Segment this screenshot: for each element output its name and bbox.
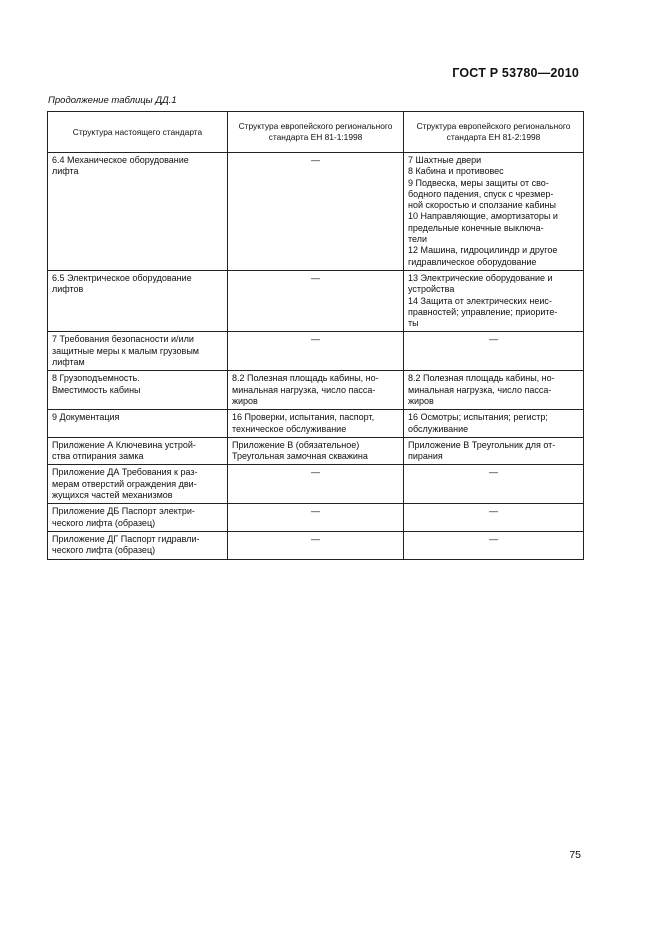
table-cell-3	[404, 332, 584, 371]
cell-text-line: 6.4 Механическое оборудование	[52, 155, 189, 165]
cell-text-line: ства отпирания замка	[52, 451, 144, 462]
table-row	[48, 465, 584, 504]
cell-text-line: —	[489, 334, 498, 345]
cell-text-line: пирания	[408, 451, 443, 462]
table-cell-2	[228, 437, 404, 465]
cell-text-line: Приложение В (обязательное)	[232, 439, 360, 450]
cell-text-line: ной скоростью и сползание кабины	[408, 200, 556, 211]
cell-text-line: Приложение А Ключевина устрой-	[52, 439, 196, 450]
cell-text-line: 14 Защита от электрических неис-	[408, 295, 552, 306]
header-current-standard: Структура настоящего стандарта	[48, 112, 228, 153]
table-row	[48, 332, 584, 371]
cell-text-line: Приложение В Треугольник для от-	[408, 439, 556, 450]
cell-text-line: 6.5 Электрическое оборудование	[52, 272, 192, 283]
cell-text-line: 12 Машина, гидроцилиндр и другое	[408, 245, 558, 256]
cell-text-line: ты	[408, 318, 419, 329]
table-row	[48, 270, 584, 331]
cell-text-line: 8.2 Полезная площадь кабины, но-	[408, 373, 555, 384]
cell-text-line: —	[489, 467, 498, 478]
cell-text-line: тели	[408, 234, 428, 245]
table-row	[48, 410, 584, 438]
table-cell-1	[48, 504, 228, 532]
table-cell-2	[228, 531, 404, 559]
cell-text-line: предельные конечные выключа-	[408, 222, 544, 233]
table-cell-3	[404, 153, 584, 271]
correspondence-table	[47, 111, 584, 560]
cell-text-line: —	[311, 467, 320, 478]
cell-text-line: —	[311, 334, 320, 345]
table-row	[48, 153, 584, 271]
cell-text-line: 13 Электрические оборудование и	[408, 272, 553, 283]
cell-text-line: гидравлическое оборудование	[408, 256, 537, 267]
table-row	[48, 371, 584, 410]
cell-text-line: 9 Документация	[52, 412, 120, 423]
header-en-81-2: Структура европейского регионального стандарта ЕН 81-2:1998	[404, 112, 584, 153]
table-cell-2	[228, 153, 404, 271]
header-en-81-1: Структура европейского регионального стандарта ЕН 81-1:1998	[228, 112, 404, 153]
cell-text-line: лифта	[52, 166, 79, 177]
cell-text-line: ческого лифта (образец)	[52, 545, 156, 556]
cell-text-line: 8.2 Полезная площадь кабины, но-	[232, 373, 379, 384]
table-caption: Продолжение таблицы ДД.1	[48, 95, 177, 106]
cell-text-line: ческого лифта (образец)	[52, 517, 156, 528]
table-cell-3	[404, 410, 584, 438]
cell-text-line: 7 Требования безопасности и/или	[52, 334, 194, 345]
table-cell-3	[404, 437, 584, 465]
cell-text-line: бодного падения, спуск с чрезмер-	[408, 188, 554, 199]
table-row	[48, 437, 584, 465]
cell-text-line: 7 Шахтные двери	[408, 155, 482, 165]
table-cell-3	[404, 465, 584, 504]
table-cell-3	[404, 371, 584, 410]
cell-text-line: Вместимость кабины	[52, 384, 141, 395]
cell-text-line: лифтам	[52, 357, 85, 368]
cell-text-line: правностей; управление; приорите-	[408, 306, 558, 317]
table-cell-3	[404, 270, 584, 331]
cell-text-line: 10 Направляющие, амортизаторы и	[408, 211, 558, 222]
table-cell-1	[48, 270, 228, 331]
table-cell-2	[228, 465, 404, 504]
table-cell-2	[228, 371, 404, 410]
cell-text-line: обслуживание	[408, 423, 469, 434]
cell-text-line: Приложение ДБ Паспорт электри-	[52, 506, 195, 517]
table-row	[48, 531, 584, 559]
cell-text-line: мерам отверстий ограждения дви-	[52, 478, 197, 489]
cell-text-line: техническое обслуживание	[232, 423, 347, 434]
cell-text-line: Приложение ДГ Паспорт гидравли-	[52, 533, 200, 544]
table-cell-1	[48, 153, 228, 271]
table-header-row	[48, 112, 584, 153]
document-title: ГОСТ Р 53780—2010	[452, 66, 579, 80]
table-cell-1	[48, 437, 228, 465]
table-cell-2	[228, 332, 404, 371]
page-number: 75	[569, 849, 581, 861]
cell-text-line: 8 Грузоподъемность.	[52, 373, 140, 384]
table-cell-1	[48, 332, 228, 371]
cell-text-line: Приложение ДА Требования к раз-	[52, 467, 198, 478]
table-cell-2	[228, 410, 404, 438]
cell-text-line: жущихся частей механизмов	[52, 490, 173, 501]
cell-text-line: —	[311, 506, 320, 517]
cell-text-line: минальная нагрузка, число пасса-	[408, 384, 552, 395]
table-cell-1	[48, 465, 228, 504]
cell-text-line: защитные меры к малым грузовым	[52, 345, 199, 356]
table-cell-3	[404, 531, 584, 559]
cell-text-line: —	[489, 506, 498, 517]
table-cell-2	[228, 504, 404, 532]
cell-text-line: —	[311, 272, 320, 283]
table-cell-1	[48, 410, 228, 438]
table-cell-1	[48, 371, 228, 410]
cell-text-line: жиров	[408, 395, 434, 406]
cell-text-line: 16 Проверки, испытания, паспорт,	[232, 412, 375, 423]
table-row	[48, 504, 584, 532]
cell-text-line: лифтов	[52, 284, 84, 295]
cell-text-line: —	[489, 533, 498, 544]
cell-text-line: 16 Осмотры; испытания; регистр;	[408, 412, 548, 423]
cell-text-line: —	[311, 155, 320, 165]
cell-text-line: 9 Подвеска, меры защиты от сво-	[408, 177, 549, 188]
cell-text-line: Треугольная замочная скважина	[232, 451, 368, 462]
table-cell-2	[228, 270, 404, 331]
cell-text-line: минальная нагрузка, число пасса-	[232, 384, 376, 395]
cell-text-line: 8 Кабина и противовес	[408, 166, 504, 177]
table-cell-1	[48, 531, 228, 559]
cell-text-line: устройства	[408, 284, 455, 295]
table-cell-3	[404, 504, 584, 532]
cell-text-line: —	[311, 533, 320, 544]
cell-text-line: жиров	[232, 395, 258, 406]
